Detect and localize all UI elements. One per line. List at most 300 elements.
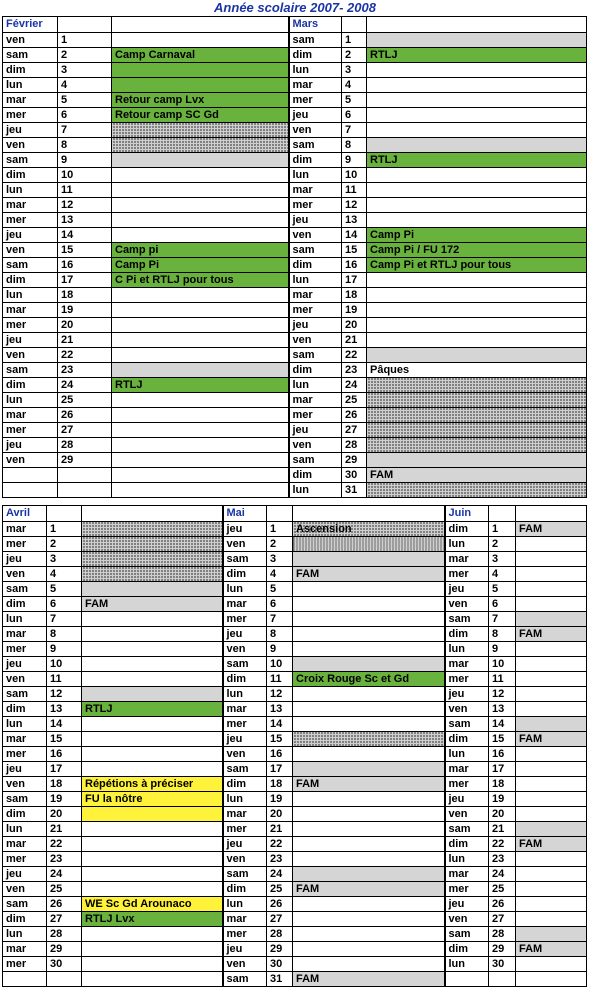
event-cell: [516, 536, 587, 551]
header-spacer: [267, 506, 293, 522]
day-number: 10: [489, 656, 516, 671]
day-name: mer: [289, 407, 342, 422]
day-name: mer: [3, 851, 47, 866]
day-number: 18: [489, 776, 516, 791]
event-cell: [516, 551, 587, 566]
day-name: mar: [3, 626, 47, 641]
day-number: 4: [489, 566, 516, 581]
event-cell: FU la nôtre: [82, 791, 223, 806]
event-cell: [516, 716, 587, 731]
event-cell: [112, 77, 289, 92]
calendar-row: [3, 287, 587, 302]
day-name: jeu: [3, 551, 47, 566]
event-cell: FAM: [293, 566, 445, 581]
day-name: ven: [3, 347, 58, 362]
event-cell: [112, 197, 289, 212]
day-number: 29: [47, 941, 82, 956]
day-name: ven: [223, 956, 267, 971]
day-name: mar: [289, 182, 342, 197]
event-cell: [516, 581, 587, 596]
day-name: ven: [445, 596, 489, 611]
day-name: mar: [223, 806, 267, 821]
header-spacer: [342, 17, 367, 33]
calendar-row: [3, 521, 587, 536]
day-number: 19: [58, 302, 112, 317]
day-number: 26: [47, 896, 82, 911]
event-cell: RTLJ: [367, 152, 587, 167]
event-cell: [112, 137, 289, 152]
event-cell: [367, 482, 587, 497]
calendar-row: [3, 332, 587, 347]
day-name: lun: [223, 581, 267, 596]
day-name: ven: [3, 452, 58, 467]
day-number: 11: [267, 671, 293, 686]
calendar-row: [3, 731, 587, 746]
event-cell: [367, 32, 587, 47]
event-cell: [516, 641, 587, 656]
calendar-row: [3, 137, 587, 152]
calendar-row: [3, 611, 587, 626]
day-name: jeu: [445, 791, 489, 806]
day-number: 15: [267, 731, 293, 746]
day-name: jeu: [445, 896, 489, 911]
event-cell: [516, 911, 587, 926]
calendar-row: [3, 377, 587, 392]
event-cell: [367, 302, 587, 317]
day-number: 29: [267, 941, 293, 956]
day-number: 13: [58, 212, 112, 227]
calendar-row: [3, 746, 587, 761]
calendar-row: [3, 362, 587, 377]
day-number: 2: [58, 47, 112, 62]
day-name: jeu: [223, 626, 267, 641]
day-number: 5: [267, 581, 293, 596]
day-name: mer: [3, 746, 47, 761]
calendar-row: [3, 866, 587, 881]
day-name: dim: [3, 596, 47, 611]
calendar-row: [3, 626, 587, 641]
day-number: 15: [47, 731, 82, 746]
day-number: 19: [489, 791, 516, 806]
event-cell: [367, 182, 587, 197]
event-cell: [293, 581, 445, 596]
day-name: dim: [3, 806, 47, 821]
event-cell: [367, 212, 587, 227]
day-name: [3, 971, 47, 986]
event-cell: [112, 437, 289, 452]
day-name: lun: [445, 641, 489, 656]
day-name: sam: [445, 611, 489, 626]
day-number: 12: [489, 686, 516, 701]
calendar-row: [3, 32, 587, 47]
calendar-row: [3, 941, 587, 956]
calendar-row: [3, 392, 587, 407]
event-cell: [112, 362, 289, 377]
day-name: sam: [223, 656, 267, 671]
event-cell: [293, 956, 445, 971]
day-name: mar: [289, 392, 342, 407]
event-cell: FAM: [293, 971, 445, 986]
event-cell: Retour camp Lvx: [112, 92, 289, 107]
day-number: 10: [47, 656, 82, 671]
event-cell: Retour camp SC Gd: [112, 107, 289, 122]
header-spacer: [58, 17, 112, 33]
day-name: mer: [3, 536, 47, 551]
day-number: 11: [47, 671, 82, 686]
day-number: 28: [47, 926, 82, 941]
day-name: jeu: [445, 581, 489, 596]
day-name: jeu: [223, 836, 267, 851]
day-name: ven: [445, 806, 489, 821]
day-name: dim: [223, 566, 267, 581]
event-cell: [516, 671, 587, 686]
day-number: 18: [58, 287, 112, 302]
day-name: jeu: [223, 731, 267, 746]
calendar-row: [3, 257, 587, 272]
day-number: 1: [342, 32, 367, 47]
day-name: sam: [3, 362, 58, 377]
event-cell: FAM: [82, 596, 223, 611]
day-name: sam: [3, 896, 47, 911]
event-cell: [82, 641, 223, 656]
day-number: 21: [489, 821, 516, 836]
event-cell: WE Sc Gd Arounaco: [82, 896, 223, 911]
day-number: 1: [267, 521, 293, 536]
day-name: mar: [289, 287, 342, 302]
event-cell: [367, 62, 587, 77]
event-cell: [112, 452, 289, 467]
calendar-row: [3, 92, 587, 107]
calendar-row: [3, 452, 587, 467]
day-name: ven: [445, 911, 489, 926]
event-cell: [516, 701, 587, 716]
calendar-row: [3, 347, 587, 362]
event-cell: Camp Pi: [367, 227, 587, 242]
calendar-row: [3, 761, 587, 776]
day-name: dim: [3, 911, 47, 926]
day-number: 27: [58, 422, 112, 437]
day-number: 14: [58, 227, 112, 242]
day-number: 25: [47, 881, 82, 896]
header-spacer: [82, 506, 223, 522]
day-number: 3: [47, 551, 82, 566]
day-number: 17: [58, 272, 112, 287]
day-name: sam: [3, 686, 47, 701]
event-cell: [293, 536, 445, 551]
day-name: ven: [223, 536, 267, 551]
day-number: [58, 482, 112, 497]
event-cell: FAM: [293, 881, 445, 896]
event-cell: [293, 851, 445, 866]
event-cell: [82, 581, 223, 596]
calendar-row: [3, 437, 587, 452]
event-cell: [82, 881, 223, 896]
day-name: sam: [289, 242, 342, 257]
day-number: 27: [267, 911, 293, 926]
day-number: 4: [342, 77, 367, 92]
day-name: dim: [289, 152, 342, 167]
day-name: lun: [3, 716, 47, 731]
event-cell: [112, 467, 289, 482]
day-number: 10: [58, 167, 112, 182]
day-name: ven: [289, 332, 342, 347]
day-number: 3: [489, 551, 516, 566]
day-name: mer: [3, 956, 47, 971]
day-number: 13: [47, 701, 82, 716]
day-number: 6: [267, 596, 293, 611]
event-cell: [112, 212, 289, 227]
day-number: 14: [342, 227, 367, 242]
day-number: 3: [267, 551, 293, 566]
event-cell: [112, 302, 289, 317]
day-number: 27: [489, 911, 516, 926]
day-number: 4: [47, 566, 82, 581]
event-cell: [367, 317, 587, 332]
day-name: ven: [3, 137, 58, 152]
day-name: sam: [223, 866, 267, 881]
day-name: lun: [445, 851, 489, 866]
day-name: mer: [3, 422, 58, 437]
day-number: 15: [342, 242, 367, 257]
day-number: 24: [47, 866, 82, 881]
event-cell: [82, 536, 223, 551]
day-number: [58, 467, 112, 482]
calendar-row: [3, 881, 587, 896]
day-number: 2: [342, 47, 367, 62]
event-cell: [82, 971, 223, 986]
day-name: ven: [289, 122, 342, 137]
event-cell: [82, 611, 223, 626]
event-cell: [293, 626, 445, 641]
day-number: 19: [47, 791, 82, 806]
day-name: mer: [223, 926, 267, 941]
event-cell: [293, 761, 445, 776]
event-cell: [367, 272, 587, 287]
calendar-row: [3, 167, 587, 182]
calendar-row: [3, 701, 587, 716]
event-cell: [82, 836, 223, 851]
day-number: 9: [342, 152, 367, 167]
day-name: mar: [3, 92, 58, 107]
calendar-row: [3, 806, 587, 821]
day-name: lun: [223, 791, 267, 806]
day-name: lun: [445, 746, 489, 761]
event-cell: Croix Rouge Sc et Gd: [293, 671, 445, 686]
day-number: 30: [489, 956, 516, 971]
calendar-row: [3, 911, 587, 926]
event-cell: [112, 407, 289, 422]
day-number: 9: [47, 641, 82, 656]
event-cell: [516, 881, 587, 896]
month-header: Mai: [223, 506, 267, 522]
event-cell: [112, 62, 289, 77]
calendar-row: [3, 551, 587, 566]
day-number: 2: [489, 536, 516, 551]
event-cell: [516, 611, 587, 626]
event-cell: [293, 611, 445, 626]
day-number: 22: [267, 836, 293, 851]
calendar-row: [3, 926, 587, 941]
event-cell: [293, 791, 445, 806]
calendar-row: [3, 581, 587, 596]
day-name: mer: [223, 716, 267, 731]
day-name: lun: [289, 482, 342, 497]
day-name: jeu: [223, 941, 267, 956]
month-header-row: [3, 17, 587, 33]
day-name: dim: [445, 941, 489, 956]
day-name: mer: [445, 776, 489, 791]
day-name: ven: [3, 566, 47, 581]
calendar-row: [3, 77, 587, 92]
day-number: 23: [47, 851, 82, 866]
event-cell: [82, 716, 223, 731]
day-name: lun: [445, 536, 489, 551]
day-number: 15: [489, 731, 516, 746]
event-cell: Camp Pi et RTLJ pour tous: [367, 257, 587, 272]
event-cell: [367, 122, 587, 137]
day-number: 28: [58, 437, 112, 452]
day-number: [47, 971, 82, 986]
day-name: dim: [445, 626, 489, 641]
event-cell: Camp pi: [112, 242, 289, 257]
event-cell: [82, 656, 223, 671]
day-name: dim: [3, 377, 58, 392]
day-number: 23: [58, 362, 112, 377]
event-cell: [82, 851, 223, 866]
calendar-row: [3, 641, 587, 656]
day-name: dim: [3, 167, 58, 182]
event-cell: [293, 836, 445, 851]
day-name: mer: [3, 317, 58, 332]
day-number: 5: [489, 581, 516, 596]
calendar-row: [3, 671, 587, 686]
calendar-row: [3, 536, 587, 551]
day-name: lun: [289, 272, 342, 287]
day-name: ven: [3, 881, 47, 896]
day-number: 26: [58, 407, 112, 422]
event-cell: [516, 566, 587, 581]
day-number: 12: [267, 686, 293, 701]
day-name: lun: [3, 392, 58, 407]
event-cell: [516, 821, 587, 836]
day-name: dim: [289, 47, 342, 62]
event-cell: [82, 746, 223, 761]
event-cell: RTLJ Lvx: [82, 911, 223, 926]
day-name: mer: [223, 611, 267, 626]
event-cell: [112, 482, 289, 497]
event-cell: [516, 776, 587, 791]
day-number: 23: [489, 851, 516, 866]
event-cell: Répétions à préciser: [82, 776, 223, 791]
day-name: ven: [3, 671, 47, 686]
day-number: 28: [342, 437, 367, 452]
day-name: lun: [223, 896, 267, 911]
calendar-row: [3, 836, 587, 851]
event-cell: [82, 626, 223, 641]
event-cell: [293, 641, 445, 656]
day-number: 20: [58, 317, 112, 332]
day-name: sam: [445, 716, 489, 731]
event-cell: [516, 596, 587, 611]
day-name: lun: [3, 287, 58, 302]
day-number: 24: [342, 377, 367, 392]
day-name: lun: [445, 956, 489, 971]
day-number: 13: [342, 212, 367, 227]
day-name: mar: [3, 302, 58, 317]
event-cell: [516, 806, 587, 821]
day-number: 16: [267, 746, 293, 761]
day-name: jeu: [289, 317, 342, 332]
day-number: 6: [342, 107, 367, 122]
event-cell: [516, 686, 587, 701]
event-cell: C Pi et RTLJ pour tous: [112, 272, 289, 287]
event-cell: [112, 167, 289, 182]
day-number: 23: [342, 362, 367, 377]
event-cell: FAM: [516, 626, 587, 641]
event-cell: Pâques: [367, 362, 587, 377]
event-cell: RTLJ: [112, 377, 289, 392]
day-number: 20: [342, 317, 367, 332]
day-name: mar: [445, 866, 489, 881]
day-number: 10: [267, 656, 293, 671]
calendar-row: [3, 242, 587, 257]
day-number: 13: [267, 701, 293, 716]
day-number: 22: [58, 347, 112, 362]
day-number: 28: [489, 926, 516, 941]
event-cell: [516, 896, 587, 911]
calendar-row: [3, 317, 587, 332]
event-cell: [293, 701, 445, 716]
event-cell: [367, 107, 587, 122]
event-cell: [367, 392, 587, 407]
month-header: Avril: [3, 506, 47, 522]
day-number: 13: [489, 701, 516, 716]
day-number: 14: [47, 716, 82, 731]
day-name: mar: [223, 701, 267, 716]
event-cell: [367, 77, 587, 92]
day-name: ven: [3, 32, 58, 47]
day-number: 5: [47, 581, 82, 596]
day-name: jeu: [289, 422, 342, 437]
event-cell: [516, 656, 587, 671]
day-number: 17: [267, 761, 293, 776]
day-name: dim: [445, 836, 489, 851]
day-number: 29: [489, 941, 516, 956]
day-number: 24: [267, 866, 293, 881]
day-number: 6: [489, 596, 516, 611]
day-number: 19: [342, 302, 367, 317]
calendar-row: [3, 122, 587, 137]
event-cell: [112, 32, 289, 47]
event-cell: [293, 911, 445, 926]
calendar-row: [3, 956, 587, 971]
calendar-row: [3, 686, 587, 701]
event-cell: [293, 926, 445, 941]
day-name: ven: [3, 242, 58, 257]
event-cell: [293, 941, 445, 956]
day-name: sam: [223, 551, 267, 566]
day-name: [445, 971, 489, 986]
event-cell: [367, 347, 587, 362]
header-spacer: [367, 17, 587, 33]
event-cell: [112, 287, 289, 302]
day-number: 1: [58, 32, 112, 47]
day-number: 30: [267, 956, 293, 971]
day-number: 22: [342, 347, 367, 362]
day-name: dim: [289, 467, 342, 482]
day-name: lun: [3, 611, 47, 626]
page-title: Année scolaire 2007- 2008: [214, 0, 376, 15]
